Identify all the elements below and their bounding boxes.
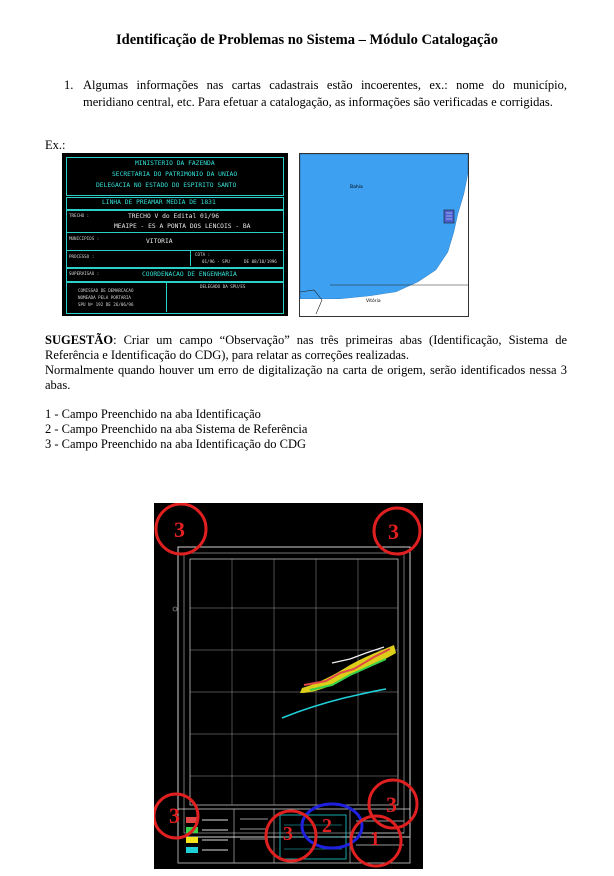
stamp-cota: 01/96 - SPU: [202, 259, 230, 264]
suggestion-text: : Criar um campo “Observação” nas três primeiras abas (Identificação, Sistema de Referência e Identificação do CDG), para relatar as correções realizadas.: [45, 333, 567, 362]
stamp-trecho: TRECHO V do Edital 01/96: [128, 213, 219, 220]
stamp-supervisao: COORDENACAO DE ENGENHARIA: [142, 271, 237, 278]
stamp-comissao-3: SPU Nº 192 DE 26/06/96: [78, 302, 134, 307]
location-map-image: [299, 153, 469, 317]
stamp-municipio-label: MUNICIPIOS :: [69, 236, 100, 241]
list-item-1: [64, 77, 567, 111]
suggestion-paragraph: [45, 333, 567, 393]
legend-item-2: 2 - Campo Preenchido na aba Sistema de Referência: [45, 422, 308, 436]
stamp-processo-label: PROCESSO :: [69, 254, 95, 259]
title-block-image: [62, 153, 288, 316]
stamp-cota-date: DE 08/10/1996: [244, 259, 277, 264]
stamp-line-title: LINHA DE PREAMAR MEDIA DE 1831: [102, 199, 216, 206]
marker-2: 2: [322, 815, 332, 837]
stamp-delegado: DELEGADO DA SPU/ES: [200, 284, 246, 289]
marker-3-bottom-left: 3: [169, 803, 180, 828]
map-label-lower: Vitória: [366, 299, 381, 304]
stamp-municipio: VITORIA: [146, 238, 173, 245]
stamp-line-2: SECRETARIA DO PATRIMONIO DA UNIAO: [112, 171, 238, 178]
stamp-supervisao-label: SUPERVISAO :: [69, 271, 100, 276]
map-label-upper: Bahia: [350, 185, 363, 190]
item-number: 1.: [64, 78, 74, 92]
marker-3-bottom-center: 3: [283, 823, 293, 845]
stamp-trecho-2: MEAIPE - ES A PONTA DOS LENCOIS - BA: [114, 223, 251, 230]
stamp-comissao-2: NOMEADA PELA PORTARIA: [78, 295, 131, 300]
stamp-cota-label: COTA :: [195, 252, 211, 257]
legend-item-1: 1 - Campo Preenchido na aba Identificação: [45, 407, 261, 421]
suggestion-text-2: Normalmente quando houver um erro de digitalização na carta de origem, serão identificados nessa 3 abas.: [45, 363, 567, 392]
suggestion-label: SUGESTÃO: [45, 333, 114, 347]
field-legend: [45, 407, 307, 452]
cadastral-sheet-image: [154, 503, 423, 869]
marker-3-bottom-right: 3: [386, 792, 397, 817]
legend-item-3: 3 - Campo Preenchido na aba Identificação do CDG: [45, 437, 307, 451]
stamp-comissao-1: COMISSAO DE DEMARCACAO: [78, 288, 134, 293]
item-text: Algumas informações nas cartas cadastrais estão incoerentes, ex.: nome do município, meridiano central, etc. Para efetuar a catalogação, as informações são verificadas e corrigidas.: [83, 78, 567, 109]
stamp-line-1: MINISTERIO DA FAZENDA: [135, 160, 215, 167]
marker-3-top-left: 3: [174, 517, 185, 542]
stamp-line-3: DELEGACIA NO ESTADO DO ESPIRITO SANTO: [96, 182, 237, 189]
stamp-trecho-label: TRECHO :: [69, 213, 90, 218]
example-label: Ex.:: [45, 138, 66, 152]
page-title: Identificação de Problemas no Sistema – Módulo Catalogação: [116, 32, 498, 48]
marker-3-top-right: 3: [388, 519, 399, 544]
marker-1: 1: [370, 828, 380, 850]
